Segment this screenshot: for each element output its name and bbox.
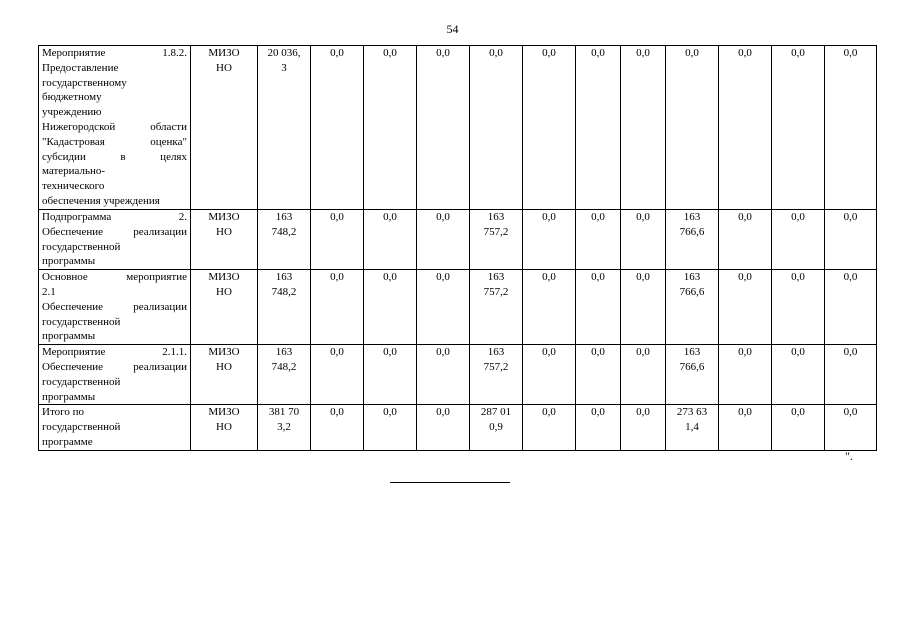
row-value-cell (417, 210, 470, 270)
row-value-line: 0,0 (591, 346, 605, 359)
row-value-cell (576, 270, 621, 345)
row-value-cell (311, 46, 364, 210)
row-owner-line: НО (216, 225, 232, 238)
table-row (39, 345, 877, 405)
row-value-line: 0,0 (738, 346, 752, 359)
row-value-line: 163 (683, 346, 701, 359)
row-value-line: 0,0 (738, 406, 752, 419)
row-value-cell (719, 405, 772, 450)
row-value-cell (825, 46, 877, 210)
row-value-line: 757,2 (483, 225, 509, 238)
row-value-cell (772, 270, 825, 345)
row-name-cell (39, 345, 191, 405)
row-value-line: 163 (275, 211, 293, 223)
row-owner-cell (191, 46, 258, 210)
row-owner-line: НО (216, 421, 232, 434)
row-name-line: Обеспечение реализации (42, 300, 187, 313)
row-name-line: субсидии в целях (42, 150, 187, 163)
row-value-cell (311, 345, 364, 405)
row-value-line: 766,6 (679, 285, 705, 298)
row-value-cell (719, 270, 772, 345)
row-owner-line: НО (216, 61, 232, 74)
row-value-cell (311, 210, 364, 270)
row-owner-cell (191, 210, 258, 270)
row-name-line: Нижегородской области (42, 120, 187, 133)
row-value-cell (258, 210, 311, 270)
row-value-line: 0,0 (489, 47, 503, 59)
row-value-cell (621, 345, 666, 405)
row-name-line: государственной (42, 315, 121, 328)
row-value-line: 0,0 (436, 346, 450, 359)
row-name-line: государственному (42, 76, 127, 89)
row-value-line: 0,0 (542, 406, 556, 419)
row-value-cell (470, 345, 523, 405)
row-value-line: 748,2 (271, 285, 297, 298)
row-value-cell (523, 405, 576, 450)
row-value-line: 0,0 (330, 47, 344, 59)
row-value-cell (523, 270, 576, 345)
row-owner-line: МИЗО (208, 211, 240, 223)
row-value-cell (470, 405, 523, 450)
row-value-line: 0,0 (636, 271, 650, 284)
row-value-cell (825, 270, 877, 345)
row-value-line: 0,0 (542, 271, 556, 284)
row-value-cell (417, 345, 470, 405)
row-value-cell (364, 270, 417, 345)
row-value-cell (719, 345, 772, 405)
row-name-line: Основное мероприятие (42, 271, 187, 284)
row-name-line: материально- (42, 165, 106, 178)
row-name-line: "Кадастровая оценка" (42, 135, 187, 148)
row-value-line: 0,0 (591, 406, 605, 419)
row-value-cell (523, 210, 576, 270)
row-value-line: 0,0 (383, 211, 397, 223)
row-value-line: 0,0 (791, 346, 805, 359)
row-value-line: 0,0 (436, 47, 450, 59)
row-value-line: 0,0 (843, 406, 858, 419)
row-value-line: 0,0 (843, 47, 858, 59)
row-value-cell (523, 345, 576, 405)
row-value-line: 0,0 (738, 211, 752, 223)
row-value-cell (258, 405, 311, 450)
row-value-line: 0,0 (330, 271, 344, 284)
row-value-line: 3 (281, 61, 287, 74)
row-value-line: 0,0 (436, 406, 450, 419)
row-owner-line: МИЗО (208, 271, 240, 284)
row-name-line: Подпрограмма 2. (42, 211, 187, 223)
row-value-line: 0,0 (791, 406, 805, 419)
row-value-cell (470, 270, 523, 345)
table-row (39, 46, 877, 210)
table-row (39, 270, 877, 345)
row-value-line: 0,0 (791, 211, 805, 223)
row-value-line: 0,0 (791, 271, 805, 284)
row-value-line: 0,0 (791, 47, 805, 59)
row-value-line: 748,2 (271, 225, 297, 238)
row-value-cell (523, 46, 576, 210)
row-value-line: 0,0 (738, 271, 752, 284)
row-value-line: 0,0 (636, 346, 650, 359)
row-value-line: 0,0 (843, 346, 858, 359)
row-name-line: Итого по (42, 406, 84, 419)
row-value-line: 163 (487, 211, 505, 223)
row-value-cell (576, 210, 621, 270)
row-value-cell (621, 270, 666, 345)
row-value-cell (470, 210, 523, 270)
row-value-line: 0,0 (436, 211, 450, 223)
row-value-line: 766,6 (679, 225, 705, 238)
row-name-line: программы (42, 390, 96, 403)
row-value-cell (772, 405, 825, 450)
row-value-line: 0,0 (636, 211, 650, 223)
row-value-line: 766,6 (679, 360, 705, 373)
row-value-cell (621, 46, 666, 210)
row-value-cell (666, 405, 719, 450)
row-value-line: 163 (487, 346, 505, 359)
row-value-line: 381 70 (268, 406, 300, 419)
row-value-line: 0,0 (738, 47, 752, 59)
row-owner-line: НО (216, 360, 232, 373)
row-owner-line: МИЗО (208, 346, 240, 359)
row-name-line: программы (42, 255, 96, 268)
row-name-line: программе (42, 435, 93, 448)
row-value-line: 163 (683, 211, 701, 223)
closing-quote-mark: ". (845, 449, 853, 463)
row-value-line: 0,0 (383, 346, 397, 359)
row-name-line: Мероприятие 2.1.1. (42, 346, 187, 359)
row-value-cell (772, 46, 825, 210)
row-value-cell (417, 46, 470, 210)
row-value-line: 163 (275, 271, 293, 284)
row-value-cell (666, 210, 719, 270)
row-value-cell (576, 46, 621, 210)
row-name-line: 2.1 (42, 285, 56, 298)
row-owner-line: НО (216, 285, 232, 298)
row-value-cell (666, 46, 719, 210)
row-value-line: 757,2 (483, 285, 509, 298)
row-owner-line: МИЗО (208, 406, 240, 419)
row-value-cell (417, 270, 470, 345)
row-name-line: обеспечения учреждения (42, 194, 160, 207)
row-value-cell (825, 405, 877, 450)
row-value-cell (825, 345, 877, 405)
row-value-line: 0,0 (843, 271, 858, 284)
row-name-line: учреждению (42, 106, 102, 119)
row-value-cell (311, 270, 364, 345)
row-value-line: 163 (487, 271, 505, 284)
row-value-line: 0,0 (383, 406, 397, 419)
row-value-line: 0,9 (489, 421, 503, 434)
row-value-cell (719, 46, 772, 210)
row-value-line: 0,0 (383, 271, 397, 284)
row-value-cell (364, 46, 417, 210)
row-value-line: 0,0 (330, 406, 344, 419)
table-body (39, 46, 877, 451)
row-value-cell (576, 345, 621, 405)
row-value-cell (417, 405, 470, 450)
row-value-cell (772, 345, 825, 405)
row-value-cell (364, 210, 417, 270)
row-value-line: 0,0 (591, 47, 605, 59)
row-name-cell (39, 46, 191, 210)
row-value-cell (772, 210, 825, 270)
row-value-cell (258, 345, 311, 405)
row-value-cell (258, 270, 311, 345)
table-row (39, 210, 877, 270)
row-name-line: Обеспечение реализации (42, 360, 187, 373)
row-value-cell (825, 210, 877, 270)
row-value-cell (258, 46, 311, 210)
row-name-line: Обеспечение реализации (42, 225, 187, 238)
row-value-line: 0,0 (591, 211, 605, 223)
row-value-line: 757,2 (483, 360, 509, 373)
row-value-cell (470, 46, 523, 210)
row-owner-cell (191, 405, 258, 450)
row-value-line: 287 01 (480, 406, 512, 419)
row-value-cell (364, 405, 417, 450)
row-value-line: 0,0 (383, 47, 397, 59)
row-value-line: 273 63 (676, 406, 708, 419)
row-value-cell (364, 345, 417, 405)
row-value-line: 0,0 (843, 211, 858, 223)
row-owner-cell (191, 345, 258, 405)
row-name-line: бюджетному (42, 91, 102, 104)
row-value-line: 0,0 (542, 211, 556, 223)
page-number: 54 (446, 22, 459, 36)
row-name-line: Предоставление (42, 61, 119, 74)
row-owner-cell (191, 270, 258, 345)
row-value-line: 0,0 (591, 271, 605, 284)
row-value-cell (666, 345, 719, 405)
row-name-cell (39, 270, 191, 345)
row-name-line: Мероприятие 1.8.2. (42, 47, 187, 59)
row-value-line: 0,0 (330, 211, 344, 223)
row-value-cell (666, 270, 719, 345)
row-owner-line: МИЗО (208, 47, 240, 59)
row-value-cell (719, 210, 772, 270)
row-name-line: государственной (42, 240, 121, 253)
footer-rule (390, 482, 510, 483)
row-value-line: 0,0 (436, 271, 450, 284)
row-value-cell (621, 405, 666, 450)
row-value-line: 0,0 (542, 346, 556, 359)
row-value-line: 3,2 (277, 421, 291, 434)
row-value-line: 163 (683, 271, 701, 284)
row-name-line: технического (42, 180, 105, 193)
row-value-line: 163 (275, 346, 293, 359)
row-value-line: 1,4 (685, 421, 699, 434)
row-value-cell (621, 210, 666, 270)
row-value-line: 0,0 (330, 346, 344, 359)
row-name-cell (39, 210, 191, 270)
row-value-line: 0,0 (636, 47, 650, 59)
row-name-cell (39, 405, 191, 450)
row-value-line: 0,0 (636, 406, 650, 419)
row-value-cell (576, 405, 621, 450)
row-name-line: программы (42, 330, 96, 343)
row-value-line: 0,0 (542, 47, 556, 59)
row-name-line: государственной (42, 375, 121, 388)
row-name-line: государственной (42, 421, 121, 434)
table-row (39, 405, 877, 450)
row-value-line: 0,0 (685, 47, 699, 59)
row-value-cell (311, 405, 364, 450)
row-value-line: 748,2 (271, 360, 297, 373)
budget-table (38, 45, 877, 451)
row-value-line: 20 036, (267, 47, 301, 59)
